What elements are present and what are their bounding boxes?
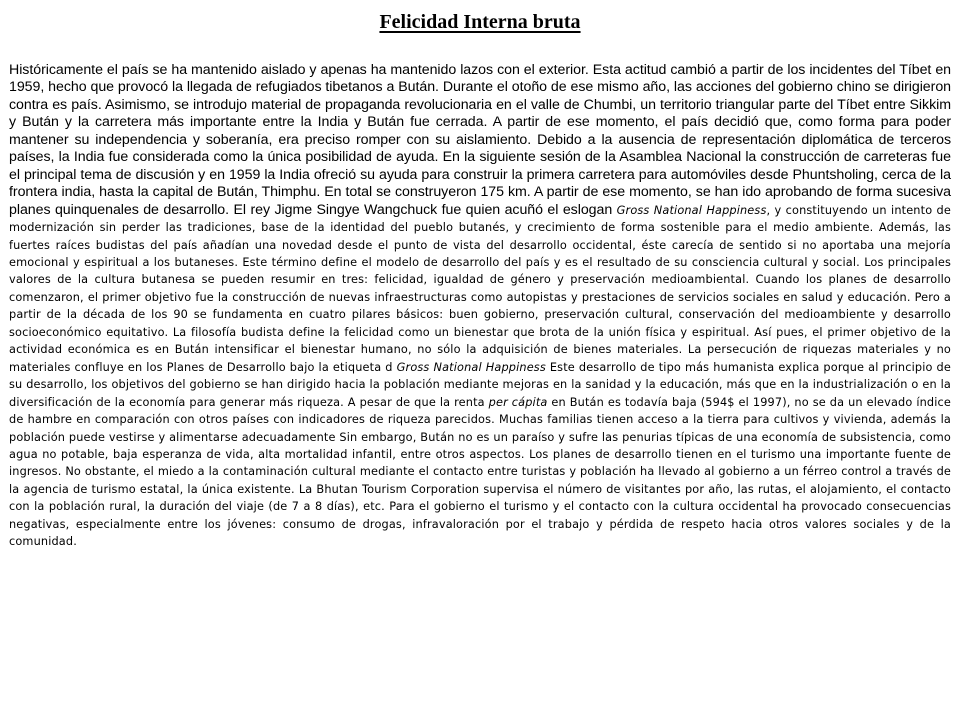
page-title xyxy=(0,8,960,36)
paragraph-sans-lead: Históricamente el país se ha mantenido aislado y apenas ha mantenido lazos con el exterior. Esta actitud cambió a partir de los incidentes del Tíbet en 1959, hecho que provocó la llegada de refugiados tibetanos a Bután. Durante el otoño de ese mismo año, las acciones del gobierno chino se dirigieron contra es país. Asimismo, se introdujo material de propaganda revolucionaria en el valle de Chumbi, un territorio triangular parte del Tíbet entre Sikkim y Bután y la carretera más importante entre la India y Bután fue cerrada. A partir de ese momento, el país decidió que, como forma para poder mantener su independencia y soberanía, era preciso romper con su aislamiento. Debido a la ausencia de representación diplomática de terceros países, la India fue considerada como la única posibilidad de ayuda. En la siguiente sesión de la Asamblea Nacional la construcción de carreteras fue el principal tema de discusión y en 1959 la India ofreció su ayuda para construir la primera carretera para automóviles desde Phuntsholing, cerca de la frontera india, hasta la capital de Bután, Thimphu. En total se construyeron 175 km. A partir de ese momento, se han ido aprobando de forma sucesiva planes quinquenales de desarrollo. El rey Jigme Singye Wangchuck fue quien acuñó el eslogan xyxy=(9,62,951,218)
title-text: Felicidad Interna bruta xyxy=(379,11,581,33)
body-paragraph xyxy=(9,62,951,551)
paragraph-rest-3: en Bután es todavía baja (594$ el 1997), no se da un elevado índice de hambre en comparación con otros países con indicadores de riqueza parecidos. Muchas familias tienen acceso a la tierra para cultivos y vivienda, además la población puede vestirse y alimentarse adecuadamente Sin embargo, Bután no es un paraíso y sufre las penurias típicas de una economía de subsistencia, como agua no potable, baja esperanza de vida, alta mortalidad infantil, entre otros aspectos. Los planes de desarrollo tienen en el turismo una importante fuente de ingresos. No obstante, el miedo a la contaminación cultural mediante el contacto entre turistas y población ha llevado al gobierno a un férreo control a través de la agencia de turismo estatal, la única existente. La Bhutan Tourism Corporation supervisa el número de visitantes por año, las rutas, el alojamiento, el contacto con la población rural, la duración del viaje (de 7 a 8 días), etc. Para el gobierno el turismo y el contacto con la cultura occidental ha provocado consecuencias negativas, especialmente entre los jóvenes: consumo de drogas, infravaloración por el trabajo y pérdida de respeto hacia otros valores sociales y de la comunidad. xyxy=(9,395,951,549)
italic-term-per-capita: per cápita xyxy=(488,395,548,409)
italic-term-gross-national-happiness-1: Gross National Happiness xyxy=(616,203,767,217)
body-text-block xyxy=(9,62,951,551)
italic-term-gross-national-happiness-2: Gross National Happiness xyxy=(396,360,546,374)
paragraph-continuation xyxy=(9,204,951,549)
paragraph-rest-1: , y constituyendo un intento de modernización sin perder las tradiciones, base de la identidad del pueblo butanés, y crecimiento de forma sostenible para el medio ambiente. Además, las fuertes raíces budistas del país añadían una novedad desde el punto de vista del desarrollo occidental, éste carecía de sentido si no aportaba una mejoría emocional y espiritual a los butaneses. Este término define el modelo de desarrollo del país y es el resultado de su consciencia cultural y social. Los principales valores de la cultura butanesa se pueden resumir en tres: felicidad, igualdad de género y preservación medioambiental. Cuando los planes de desarrollo comenzaron, el primer objetivo fue la construcción de nuevas infraestructuras como autopistas y prestaciones de servicios sociales en salud y educación. Pero a partir de la década de los 90 se fundamenta en cuatro pilares básicos: buen gobierno, preservación cultural, conservación del medioambiente y desarrollo socioeconómico equitativo. La filosofía budista define la felicidad como un bienestar que brota de la unión física y espiritual. Así pues, el primer objetivo de la actividad económica es en Bután intensificar el bienestar humano, no sólo la adquisición de bienes materiales. La persecución de riquezas materiales y no materiales confluye en los Planes de Desarrollo bajo la etiqueta d xyxy=(9,203,951,374)
paragraph-rest-2: Este desarrollo de tipo más humanista explica porque al principio de su desarrollo, los objetivos del gobierno se han dirigido hacia la población mediante mejoras en la sanidad y la educación, más que en la industrialización o en la diversificación de la economía para generar más riqueza. A pesar de que la renta xyxy=(9,360,951,409)
